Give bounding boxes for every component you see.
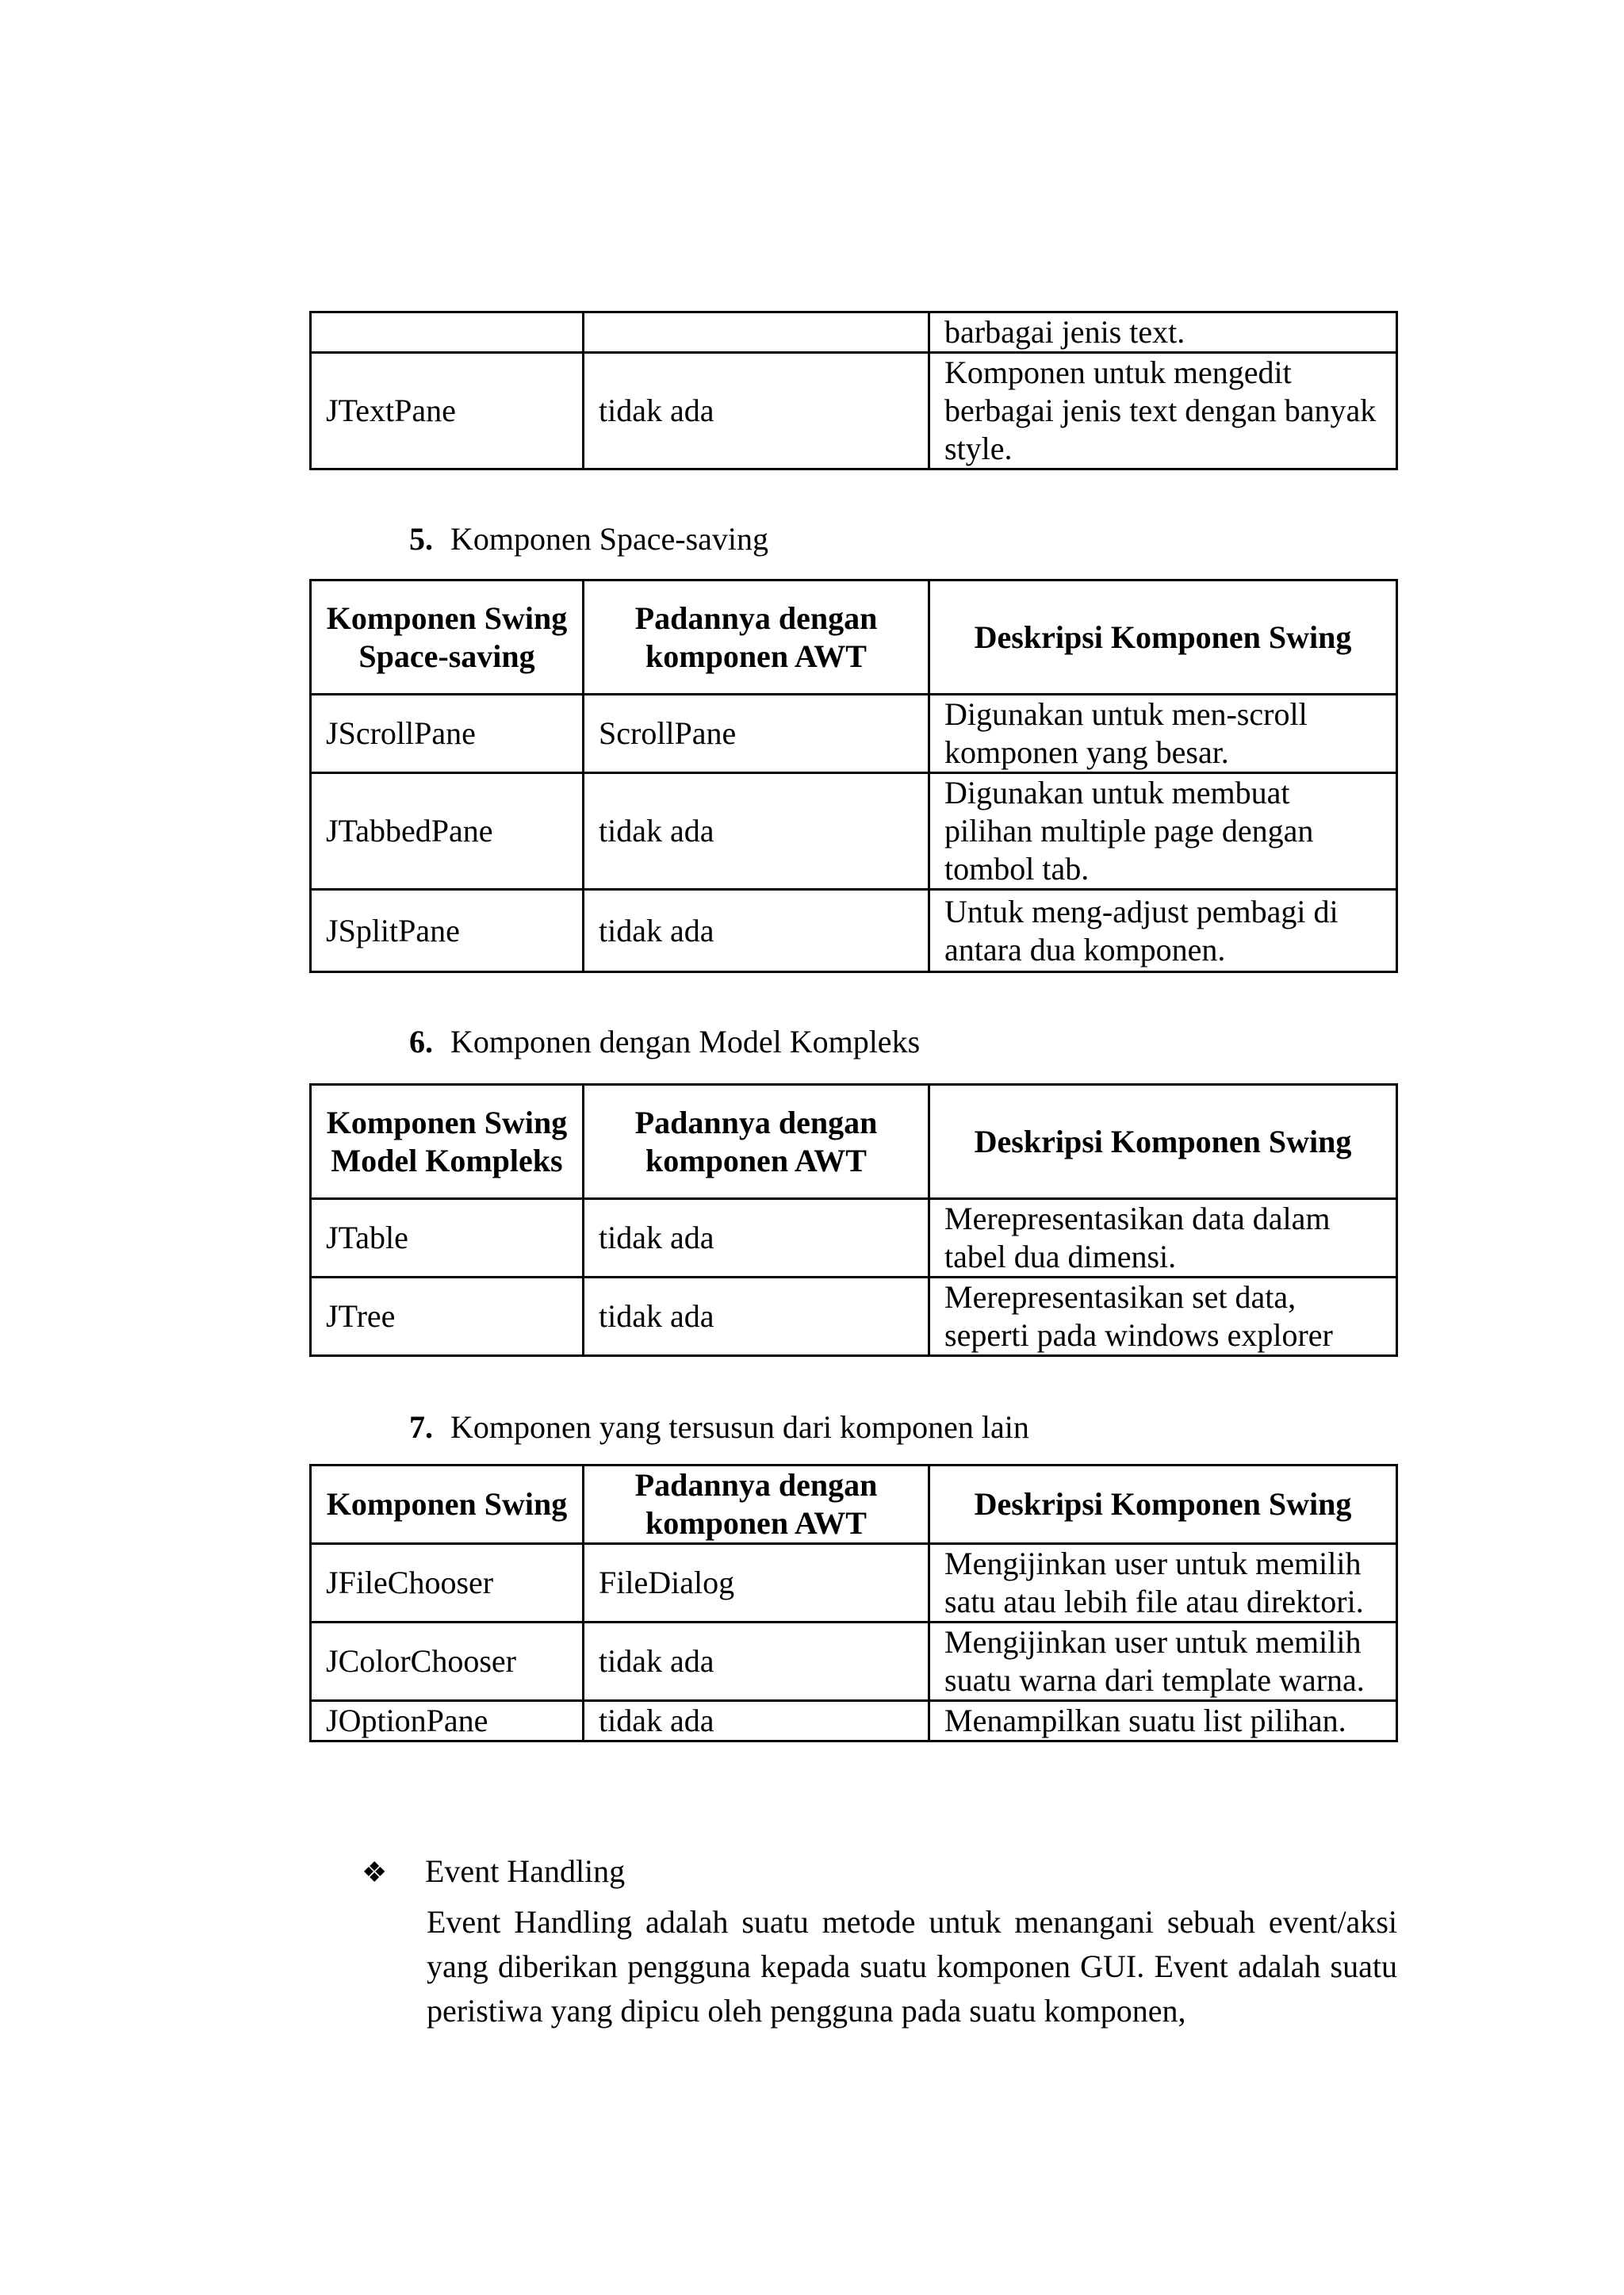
section-title: Komponen Space-saving [450,521,769,557]
table-row [311,1199,1397,1278]
table-header-row [311,1466,1397,1544]
table-row [311,773,1397,890]
cell-description: Digunakan untuk men-scroll komponen yang besar. [929,695,1397,773]
table-row [311,1544,1397,1623]
header-awt: Padannya dengan komponen AWT [584,1085,929,1199]
cell-awt: tidak ada [584,773,929,890]
cell-component: JTree [311,1278,584,1356]
cell-component: JTabbedPane [311,773,584,890]
table-header-row [311,580,1397,695]
cell-awt [584,312,929,353]
event-title: Event Handling [425,1853,626,1889]
table-model-kompleks [309,1083,1398,1357]
cell-component: JFileChooser [311,1544,584,1623]
cell-component [311,312,584,353]
event-paragraph: Event Handling adalah suatu metode untuk menangani sebuah event/aksi yang diberikan pengguna kepada suatu komponen GUI. Event adalah suatu peristiwa yang dipicu oleh pengguna pada suatu komponen, [427,1904,1397,2029]
header-description: Deskripsi Komponen Swing [929,1466,1397,1544]
cell-component: JColorChooser [311,1623,584,1701]
table-row [311,1623,1397,1701]
cell-component: JTable [311,1199,584,1278]
table-row [311,312,1397,353]
cell-awt: tidak ada [584,1278,929,1356]
table-row [311,1701,1397,1741]
section-number: 5. [409,521,433,557]
header-awt: Padannya dengan komponen AWT [584,1466,929,1544]
table-row [311,353,1397,469]
cell-description: Menampilkan suatu list pilihan. [929,1701,1397,1741]
table-continued [309,311,1398,470]
section-number: 7. [409,1409,433,1445]
cell-description: Mengijinkan user untuk memilih satu atau lebih file atau direktori. [929,1544,1397,1623]
header-component: Komponen Swing Space-saving [311,580,584,695]
event-heading [362,1852,625,1891]
table-header-row [311,1085,1397,1199]
header-awt: Padannya dengan komponen AWT [584,580,929,695]
header-component: Komponen Swing Model Kompleks [311,1085,584,1199]
cell-component: JOptionPane [311,1701,584,1741]
cell-description: Untuk meng-adjust pembagi di antara dua komponen. [929,890,1397,972]
section-number: 6. [409,1024,433,1059]
section-title: Komponen dengan Model Kompleks [450,1024,921,1059]
table-row [311,890,1397,972]
cell-awt: FileDialog [584,1544,929,1623]
cell-component: JSplitPane [311,890,584,972]
table-row [311,695,1397,773]
table-tersusun [309,1464,1398,1742]
section-title: Komponen yang tersusun dari komponen lain [450,1409,1029,1445]
cell-description: Merepresentasikan set data, seperti pada windows explorer [929,1278,1397,1356]
cell-description: Merepresentasikan data dalam tabel dua dimensi. [929,1199,1397,1278]
cell-component: JScrollPane [311,695,584,773]
section-heading [409,520,768,558]
header-description: Deskripsi Komponen Swing [929,580,1397,695]
header-component: Komponen Swing [311,1466,584,1544]
table-space-saving [309,579,1398,973]
cell-awt: ScrollPane [584,695,929,773]
cell-description: Komponen untuk mengedit berbagai jenis text dengan banyak style. [929,353,1397,469]
table-row [311,1278,1397,1356]
cell-awt: tidak ada [584,1701,929,1741]
cell-description: barbagai jenis text. [929,312,1397,353]
header-description: Deskripsi Komponen Swing [929,1085,1397,1199]
cell-awt: tidak ada [584,1623,929,1701]
cell-awt: tidak ada [584,890,929,972]
diamond-bullet-icon: ❖ [362,1856,388,1888]
cell-component: JTextPane [311,353,584,469]
cell-description: Digunakan untuk membuat pilihan multiple page dengan tombol tab. [929,773,1397,890]
section-heading [409,1023,920,1061]
cell-awt: tidak ada [584,353,929,469]
cell-awt: tidak ada [584,1199,929,1278]
cell-description: Mengijinkan user untuk memilih suatu warna dari template warna. [929,1623,1397,1701]
section-heading [409,1408,1029,1446]
